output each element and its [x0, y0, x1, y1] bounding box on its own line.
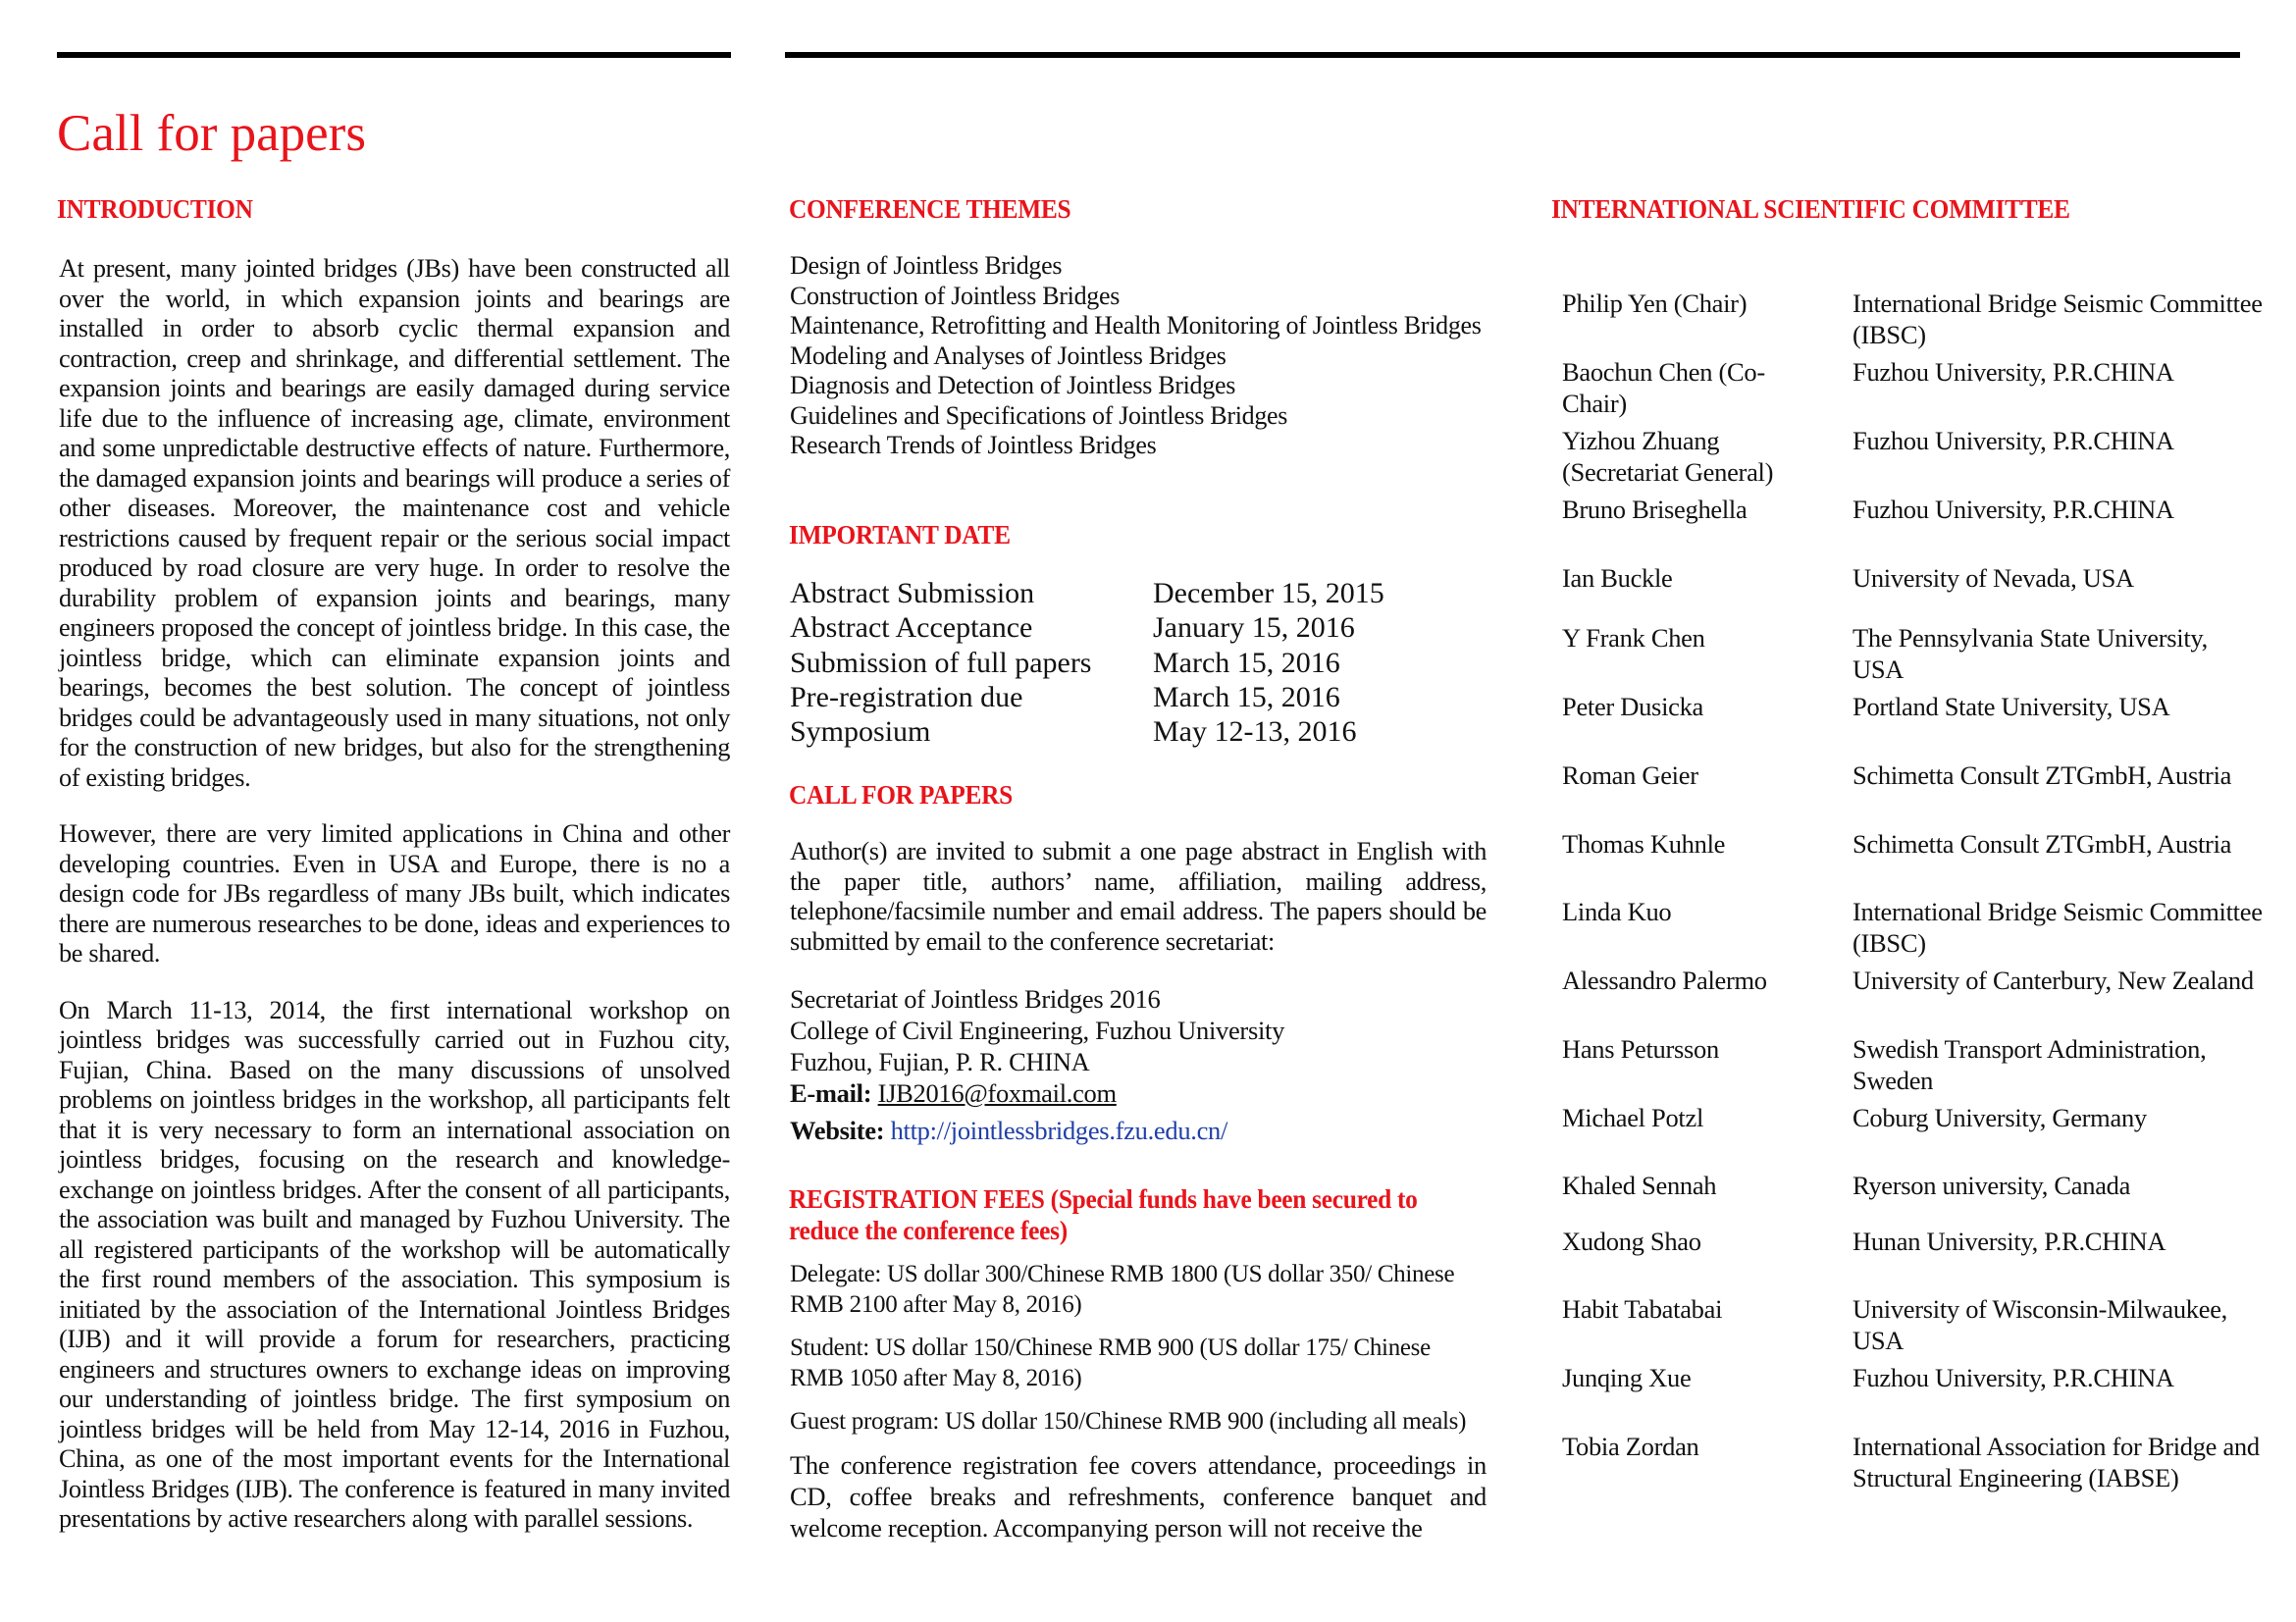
date-value: March 15, 2016: [1153, 646, 1340, 679]
committee-member-name: Ian Buckle: [1562, 563, 1673, 593]
date-label: Symposium: [790, 715, 931, 749]
date-value: December 15, 2015: [1153, 577, 1384, 609]
date-value: May 12-13, 2016: [1153, 715, 1357, 749]
introduction-paragraph: On March 11-13, 2014, the first international workshop on jointless bridges was successfully carried out in Fuzhou city, Fujian, China. Based on the many discussions of unsolved problems on jointless bridges in the workshop, all participants felt that it is very necessary to form an international association on jointless bridges, focusing on the research and knowledge-exchange on jointless bridges. After the consent of all participants, the association was built and managed by Fuzhou University. The all registered participants of the workshop will be automatically the first round members of the association. This symposium is initiated by the association of the International Jointless Bridges (IJB) and it will provide a forum for researchers, practicing engineers and structures owners to exchange ideas on improving our understanding of jointless bridge. The first symposium on jointless bridges will be held from May 12-14, 2016 in Fuzhou, China, as one of the most important events for the International Jointless Bridges (IJB). The conference is featured in many invited presentations by active researchers along with parallel sessions.: [59, 995, 730, 1533]
date-row: [790, 714, 1384, 749]
email-link[interactable]: IJB2016@foxmail.com: [877, 1078, 1117, 1108]
top-rule-right: [785, 52, 2240, 58]
committee-member-name: Alessandro Palermo: [1562, 966, 1767, 995]
important-dates-section: [790, 576, 1487, 749]
registration-fees-heading: REGISTRATION FEES (Special funds have been secured to reduce the conference fees): [789, 1184, 1418, 1245]
committee-member-affiliation: Schimetta Consult ZTGmbH, Austria: [1852, 829, 2232, 859]
committee-member-affiliation: The Pennsylvania State University, USA: [1852, 623, 2208, 684]
introduction-body: [59, 254, 730, 1535]
committee-member-affiliation: Fuzhou University, P.R.CHINA: [1852, 426, 2174, 455]
fee-item: Delegate: US dollar 300/Chinese RMB 1800 (US dollar 350/ Chinese RMB 2100 after May 8, 2016): [790, 1261, 1455, 1318]
fee-item: Guest program: US dollar 150/Chinese RMB 900 (including all meals): [790, 1408, 1467, 1435]
theme-item: Construction of Jointless Bridges: [790, 281, 1121, 310]
date-label: Abstract Acceptance: [790, 611, 1033, 645]
date-label: Pre-registration due: [790, 680, 1023, 713]
committee-member-name: Bruno Briseghella: [1562, 495, 1748, 524]
date-label: Abstract Submission: [790, 577, 1035, 609]
committee-member-affiliation: International Association for Bridge and Structural Engineering (IABSE): [1852, 1432, 2260, 1492]
committee-member-affiliation: Hunan University, P.R.CHINA: [1852, 1227, 2166, 1256]
committee-member-affiliation: Coburg University, Germany: [1852, 1103, 2147, 1132]
committee-member-name: Baochun Chen (Co-Chair): [1562, 357, 1765, 418]
committee-member-name: Peter Dusicka: [1562, 692, 1704, 721]
committee-member-name: Habit Tabatabai: [1562, 1294, 1723, 1324]
introduction-heading: INTRODUCTION: [57, 194, 253, 224]
committee-member-name: Philip Yen (Chair): [1562, 288, 1748, 318]
introduction-section: [59, 254, 730, 1561]
committee-member-name: Michael Potzl: [1562, 1103, 1704, 1132]
committee-member-affiliation: University of Wisconsin-Milwaukee, USA: [1852, 1294, 2227, 1355]
date-value: March 15, 2016: [1153, 680, 1340, 713]
fees-list: [790, 1259, 1487, 1437]
registration-fees-section: [790, 1259, 1487, 1544]
committee-member-affiliation: Ryerson university, Canada: [1852, 1171, 2131, 1200]
theme-item: Modeling and Analyses of Jointless Bridges: [790, 340, 1226, 370]
committee-member-name: Yizhou Zhuang (Secretariat General): [1562, 426, 1774, 487]
committee-member-affiliation: Portland State University, USA: [1852, 692, 2170, 721]
committee-member-name: Thomas Kuhnle: [1562, 829, 1726, 859]
theme-item: Guidelines and Specifications of Jointless Bridges: [790, 400, 1288, 430]
theme-item: Research Trends of Jointless Bridges: [790, 431, 1157, 459]
committee-member-name: Tobia Zordan: [1562, 1432, 1699, 1461]
secretariat-address: [790, 983, 1487, 1146]
date-row: [790, 610, 1384, 645]
conference-themes-section: [790, 251, 1487, 461]
committee-member-affiliation: Schimetta Consult ZTGmbH, Austria: [1852, 760, 2232, 790]
committee-member-name: Xudong Shao: [1562, 1227, 1701, 1256]
address-line: Secretariat of Jointless Bridges 2016: [790, 984, 1161, 1014]
top-rule-left: [57, 52, 731, 58]
important-date-heading: IMPORTANT DATE: [789, 520, 1011, 549]
committee-member-name: Junqing Xue: [1562, 1363, 1692, 1392]
page-title: Call for papers: [57, 105, 366, 162]
committee-member-name: Hans Petursson: [1562, 1034, 1719, 1064]
committee-heading: INTERNATIONAL SCIENTIFIC COMMITTEE: [1551, 194, 2070, 224]
committee-member-affiliation: Fuzhou University, P.R.CHINA: [1852, 495, 2174, 524]
committee-member-affiliation: International Bridge Seismic Committee (IBSC): [1852, 897, 2263, 958]
date-value: January 15, 2016: [1153, 611, 1355, 645]
website-line: [790, 1115, 1487, 1146]
theme-item: Maintenance, Retrofitting and Health Monitoring of Jointless Bridges: [790, 311, 1482, 340]
committee-member-affiliation: University of Canterbury, New Zealand: [1852, 966, 2254, 995]
call-for-papers-heading: CALL FOR PAPERS: [789, 780, 1013, 810]
introduction-paragraph: However, there are very limited applications in China and other developing countries. Even in USA and Europe, there is no a design code for JBs regardless of many JBs built, which indicates there are numerous researches to be done, ideas and experiences to be shared.: [59, 819, 730, 968]
date-label: Submission of full papers: [790, 646, 1092, 679]
conference-themes-heading: CONFERENCE THEMES: [789, 194, 1071, 224]
introduction-paragraph: At present, many jointed bridges (JBs) have been constructed all over the world, in which expansion joints and bearings are installed in order to absorb cyclic thermal expansion and contraction, creep and shrinkage, and differential settlement. The expansion joints and bearings are easily damaged during service life due to the influence of increasing age, climate, environment and some unpredictable destructive effects of nature. Furthermore, the damaged expansion joints and bearings will produce a series of other diseases. Moreover, the maintenance cost and vehicle restrictions caused by frequent repair or the serious social impact produced by road closure are very huge. In order to resolve the durability problem of expansion joints and bearings, many engineers proposed the concept of jointless bridge. In this case, the jointless bridge, which can eliminate expansion joints and bearings, becomes the best solution. The concept of jointless bridges could be advantageously used in many situations, not only for the construction of new bridges, but also for the strengthening of existing bridges.: [59, 254, 730, 792]
committee-member-affiliation: International Bridge Seismic Committee (IBSC): [1852, 288, 2263, 349]
committee-member-affiliation: Swedish Transport Administration, Sweden: [1852, 1034, 2207, 1095]
themes-list: [790, 251, 1487, 461]
date-row: [790, 646, 1384, 680]
committee-member-name: Y Frank Chen: [1562, 623, 1705, 653]
important-dates-table: [790, 576, 1384, 749]
call-for-papers-section: [790, 837, 1487, 1146]
committee-member-name: Roman Geier: [1562, 760, 1698, 790]
date-row: [790, 576, 1384, 610]
fees-note: The conference registration fee covers attendance, proceedings in CD, coffee breaks and refreshments, conference banquet and welcome reception. Accompanying person will not receive the: [790, 1450, 1487, 1543]
theme-item: Design of Jointless Bridges: [790, 251, 1063, 280]
committee-list: [1562, 288, 2263, 1563]
website-label: Website:: [790, 1116, 885, 1145]
address-line: Fuzhou, Fujian, P. R. CHINA: [790, 1047, 1090, 1076]
committee-member-affiliation: Fuzhou University, P.R.CHINA: [1852, 357, 2174, 387]
committee-member-affiliation: Fuzhou University, P.R.CHINA: [1852, 1363, 2174, 1392]
committee-member-name: Khaled Sennah: [1562, 1171, 1717, 1200]
website-link[interactable]: http://jointlessbridges.fzu.edu.cn/: [890, 1116, 1228, 1145]
date-row: [790, 680, 1384, 714]
call-for-papers-text: Author(s) are invited to submit a one page abstract in English with the paper title, authors’ name, affiliation, mailing address, telephone/facsimile number and email address. The papers should be submitted by email to the conference secretariat:: [790, 837, 1487, 956]
fee-item: Student: US dollar 150/Chinese RMB 900 (US dollar 175/ Chinese RMB 1050 after May 8, 2016): [790, 1334, 1431, 1391]
theme-item: Diagnosis and Detection of Jointless Bridges: [790, 371, 1236, 399]
committee-member-affiliation: University of Nevada, USA: [1852, 563, 2134, 593]
email-label: E-mail:: [790, 1078, 872, 1108]
address-line: College of Civil Engineering, Fuzhou University: [790, 1016, 1285, 1045]
email-line: [790, 1077, 1487, 1109]
committee-member-name: Linda Kuo: [1562, 897, 1672, 926]
